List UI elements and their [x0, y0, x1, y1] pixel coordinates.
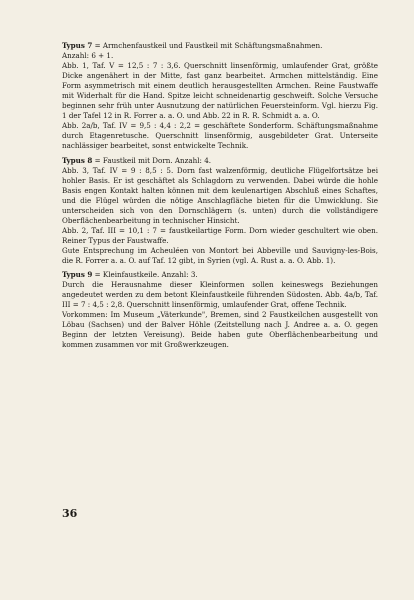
heading-text: = Faustkeil mit Dorn. Anzahl: 4. — [92, 155, 212, 165]
page-text — [62, 41, 378, 350]
type-label: Typus 8 — [62, 155, 93, 165]
type-label: Typus 9 — [62, 270, 93, 280]
paragraph: Abb. 2a/b, Taf. IV = 9,5 : 4,4 : 2,2 = geschäftete Sonderform. Schäftungsmaßnahme durch Etagenretusche. Querschnitt linsenförmig, ausgebildeter Grat. Unterseite nachlässiger bearbeitet, sonst entwickelte Technik. — [62, 121, 378, 151]
count-line: Anzahl: 6 + 1. — [62, 51, 114, 61]
page-number: 36 — [62, 507, 78, 520]
heading-text: = Kleinfaustkeile. Anzahl: 3. — [92, 270, 198, 280]
paragraph: Abb. 2, Taf. III = 10,1 : 7 = faustkeilartige Form. Dorn wieder geschultert wie oben. Reiner Typus der Faustwaffe. — [62, 225, 378, 245]
paragraph: Vorkommen: Im Museum „Väterkunde", Bremen, sind 2 Faustkeilchen ausgestellt von Löbau (Sachsen) und der Balver Höhle (Zeitstellung nach J. Andree a. a. O. gegen Beginn der letzten Vereisung). Beide haben gute Oberflächenbearbeitung und kommen zusammen vor mit Großwerkzeugen. — [62, 310, 378, 350]
heading-text: = Armchenfaustkeil und Faustkeil mit Schäftungsmaßnahmen. — [92, 41, 323, 50]
paragraph: Gute Entsprechung im Acheuléen von Montort bei Abbeville und Sauvigny-les-Bois, die R. Forrer a. a. O. auf Taf. 12 gibt, in Syrien (vgl. A. Rust a. a. O. Abb. 1). — [62, 245, 378, 265]
paragraph: Durch die Herausnahme dieser Kleinformen sollen keineswegs Beziehungen angedeutet werden zu dem betont Kleinfaustkeile führenden Südosten. Abb. 4a/b, Taf. III = 7 : 4,5 : 2,8. Querschnitt linsenförmig, umlaufender Grat, offene Technik. — [62, 280, 378, 310]
type-label: Typus 7 — [62, 41, 93, 50]
paragraph: Abb. 1, Taf. V = 12,5 : 7 : 3,6. Querschnitt linsenförmig, umlaufender Grat, größte Dicke angenähert in der Mitte, fast ganz bearbeitet. Armchen mittelständig. Eine Form asymmetrisch mit einem deutlich herausgestellten Armchen. Reine Faustwaffe mit Widerhalt für die Hand. Spitze leicht schneidenartig geschweift. Solche Versuche beginnen sehr früh unter Ausnutzung der natürlichen Feuersteinform. Vgl. hierzu Fig. 1 der Tafel 12 in R. Forrer a. a. O. und Abb. 22 in R. R. Schmidt a. a. O. — [62, 61, 378, 121]
section-heading — [62, 270, 378, 280]
section-heading — [62, 156, 378, 166]
paragraph: Abb. 3, Taf. IV = 9 : 8,5 : 5. Dorn fast walzenförmig, deutliche Flügelfortsätze bei hohler Basis. Er ist geschäftet als Schlagdorn zu verwenden. Dabei würde die hohle Basis engen Kontakt halten können mit dem keulenartigen Abschluß eines Schaftes, und die Flügel würden die nötige Anschlagfläche bieten für die Umwicklung. Sie unterscheiden sich von den Dornschlägern (s. unten) durch die vollständigere Oberflächenbearbeitung in technischer Hinsicht. — [62, 165, 378, 225]
section-heading — [62, 41, 378, 51]
